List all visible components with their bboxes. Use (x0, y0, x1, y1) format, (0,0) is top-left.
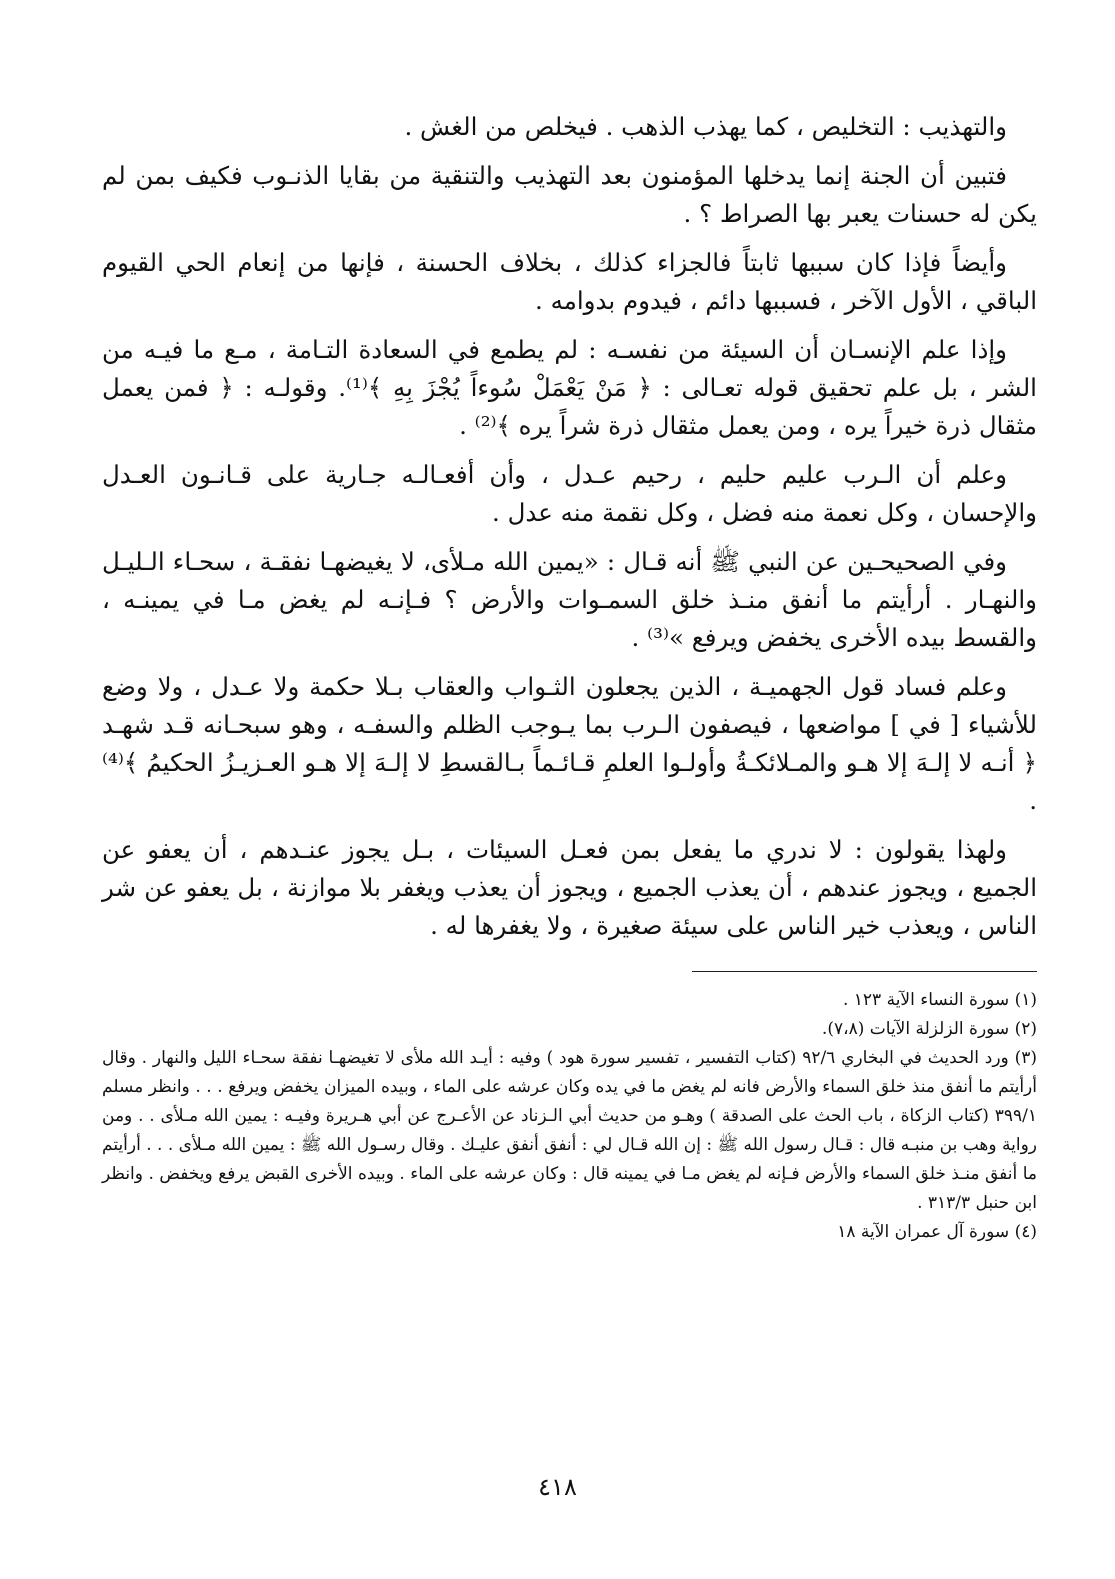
footnote-divider (692, 971, 1037, 972)
footnote-3: (٣) ورد الحديث في البخاري ٩٢/٦ (كتاب التفسير ، تفسير سورة هود ) وفيه : أيـد الله ملأى لا تغيضهـا نفقة سحـاء الليل والنهار . وقال أرأيتم ما أنفق منذ خلق السماء والأرض فانه لم يغض ما في يده وكان عرشه على الماء ، وبيده الميزان يخفض ويرفع . . . وانظر مسلم ٣٩٩/١ (كتاب الزكاة ، باب الحث على الصدقة ) وهـو من حديث أبي الـزناد عن الأعـرج عن أبي هـريرة وفيـه : يمين الله مـلأى . . ومن رواية وهب بن منبـه قال : قـال رسول الله ﷺ : إن الله قـال لي : أنفق أنفق عليـك . وقال رسـول الله ﷺ : يمين الله مـلأى . . . أرأيتم ما أنفق منـذ خلق السماء والأرض فـإنه لم يغض مـا في يمينه قال : وكان عرشه على الماء . وبيده الأخرى القبض يرفع ويخفض . وانظر ابن حنبل ٣١٣/٣ . (102, 1048, 1037, 1213)
footnote-1: (١) سورة النساء الآية ١٢٣ . (842, 990, 1037, 1010)
paragraph-2: فتبين أن الجنة إنما يدخلها المؤمنون بعد التهذيب والتنقية من بقايا الذنـوب فكيف بمن لم يكن له حسنات يعبر بها الصراط ؟ . (102, 161, 1037, 228)
paragraph-3: وأيضاً فإذا كان سببها ثابتاً فالجزاء كذلك ، بخلاف الحسنة ، فإنها من إنعام الحي القيوم الباقي ، الأول الآخر ، فسببها دائم ، فيدوم بدوامه . (102, 248, 1037, 315)
page-number: ٤١٨ (538, 1473, 577, 1501)
paragraph-4: وإذا علم الإنسـان أن السيئة من نفسـه : لم يطمع في السعادة التـامة ، مـع ما فيـه من الشر ، بل علم تحقيق قوله تعـالى : ﴿ مَنْ يَعْمَلْ سُوءاً يُجْزَ بِهِ ﴾⁽¹⁾. وقولـه : ﴿ فمن يعمل مثقال ذرة خيراً يره ، ومن يعمل مثقال ذرة شراً يره ﴾⁽²⁾ . (102, 335, 1037, 440)
paragraph-6: وفي الصحيحـين عن النبي ﷺ أنه قـال : «يمين الله مـلأى، لا يغيضهـا نفقـة ، سحـاء الـليـل والنهـار . أرأيتم ما أنفق منـذ خلق السمـوات والأرض ؟ فـإنـه لم يغض مـا في يمينـه ، والقسط بيده الأخرى يخفض ويرفع »⁽³⁾ . (102, 547, 1037, 652)
footnote-4: (٤) سورة آل عمران الآية ١٨ (837, 1222, 1037, 1242)
footnotes (102, 986, 1037, 1247)
paragraph-5: وعلم أن الـرب عليم حليم ، رحيم عـدل ، وأن أفعـالـه جـارية على قـانـون العـدل والإحسان ، وكل نعمة منه فضل ، وكل نقمة منه عدل . (102, 460, 1037, 527)
footnote-2: (٢) سورة الزلزلة الآيات (٧،٨). (821, 1019, 1037, 1039)
paragraph-8: ولهذا يقولون : لا ندري ما يفعل بمن فعـل السيئات ، بـل يجوز عنـدهم ، أن يعفو عن الجميع ، ويجوز عندهم ، أن يعذب الجميع ، ويجوز أن يعذب ويغفر بلا موازنة ، بل يعفو عن شر الناس ، ويعذب خير الناس على سيئة صغيرة ، ولا يغفرها له . (102, 835, 1037, 940)
main-text (102, 108, 1037, 945)
paragraph-1: والتهذيب : التخليص ، كما يهذب الذهب . فيخلص من الغش . (404, 112, 1007, 141)
paragraph-7: وعلم فساد قول الجهميـة ، الذين يجعلون الثـواب والعقاب بـلا حكمة ولا عـدل ، ولا وضع للأشياء [ في ] مواضعها ، فيصفون الـرب بما يـوجب الظلم والسفـه ، وهو سبحـانه قـد شهـد ﴿ أنـه لا إلـهَ إلا هـو والمـلائكـةُ وأولـوا العلمِ قـائـماً بـالقسطِ لا إلـهَ إلا هـو العـزيـزُ الحكيمُ ﴾⁽⁴⁾ . (102, 672, 1037, 815)
